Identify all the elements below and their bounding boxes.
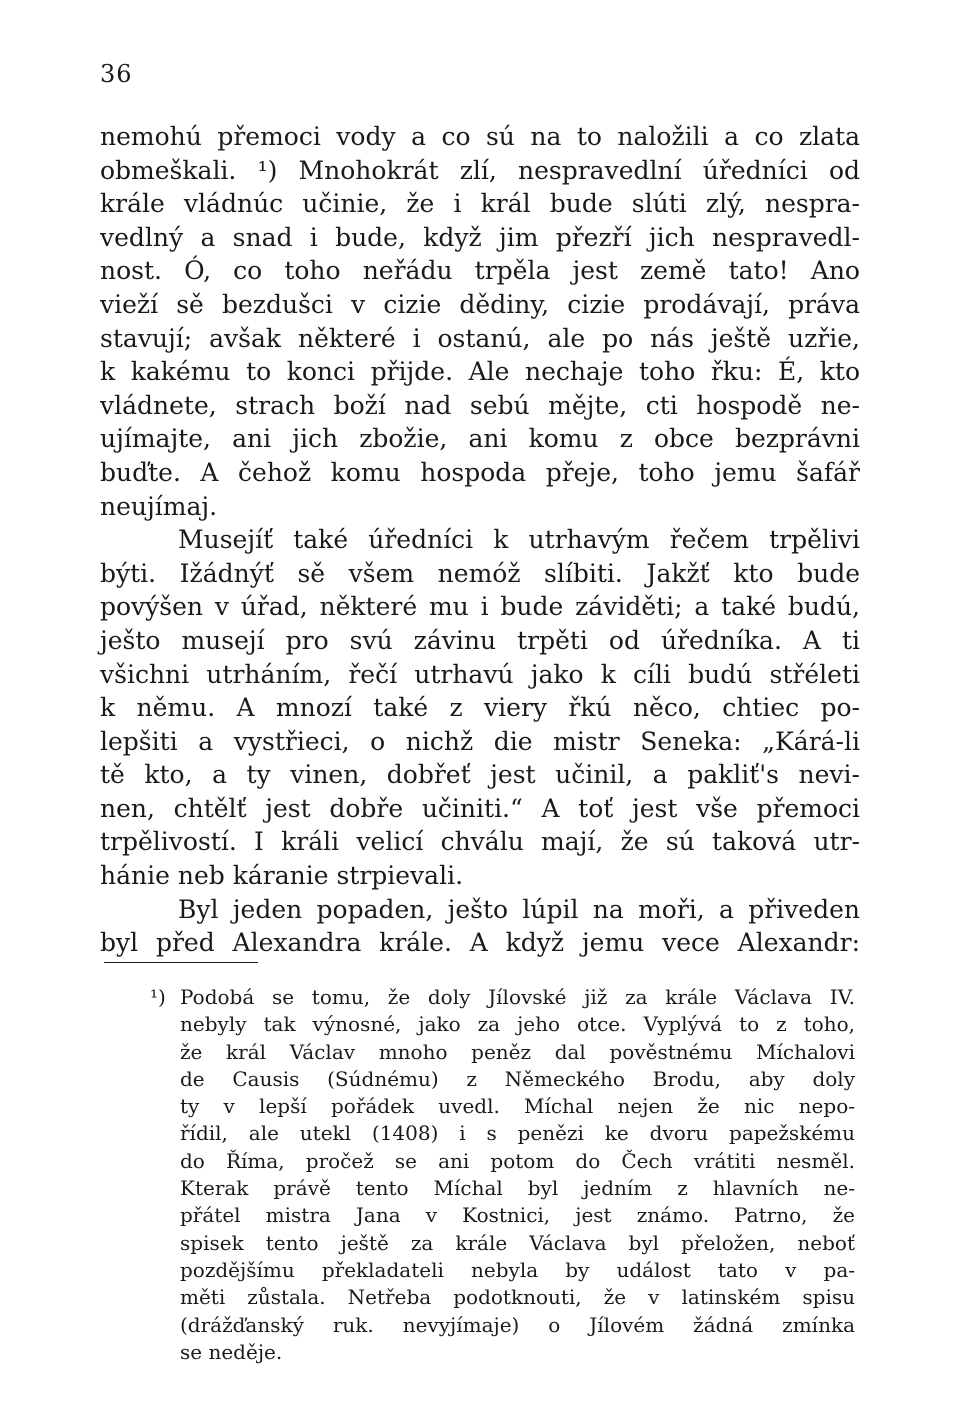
footnote-line: ty v lepší pořádek uvedl. Míchal nejen že nic nepo- (180, 1094, 855, 1119)
text-line: buďte. A čehož komu hospoda přeje, toho jemu šafář (100, 457, 860, 487)
footnote-line: že král Václav mnoho peněz dal pověstnému Míchalovi (180, 1039, 855, 1064)
text-line: nost. Ó, co toho neřádu trpěla jest země tato! Ano (100, 256, 860, 286)
footnote (150, 984, 855, 1366)
text-line: lepšiti a vystřieci, o nichž die mistr Seneka: „Kárá-li (100, 726, 860, 756)
footnote-line: se neděje. (180, 1339, 283, 1364)
text-line: k němu. A mnozí také z viery řkú něco, chtiec po- (100, 693, 860, 723)
text-line: hánie neb káranie strpievali. (100, 861, 464, 891)
footnote-line: do Říma, pročež se ani potom do Čech vrátiti nesměl. (180, 1148, 855, 1173)
text-line: tě kto, a ty vinen, dobřeť jest učinil, a pakliť's nevi- (100, 760, 860, 790)
text-line: vieží sě bezdušci v cizie dědiny, cizie prodávají, práva (100, 289, 860, 319)
text-line: ujímajte, ani jich zbožie, ani komu z obce bezprávni (100, 424, 860, 454)
text-line: obmeškali. ¹) Mnohokrát zlí, nespravedlní úředníci od (100, 155, 860, 185)
footnote-line: nebyly tak výnosné, jako za jeho otce. Vyplývá to z toho, (180, 1012, 855, 1037)
text-line: nen, chtělť jest dobře učiniti.“ A toť jest vše přemoci (100, 793, 860, 823)
text-line: Byl jeden popaden, ješto lúpil na moři, a přiveden (178, 894, 860, 924)
footnote-line: řídil, ale utekl (1408) i s penězi ke dvoru papežskému (180, 1121, 855, 1146)
text-line: Musejíť také úředníci k utrhavým řečem trpělivi (178, 525, 860, 555)
footnote-marker: ¹) (150, 985, 166, 1009)
footnote-line: pozdějšímu překladateli nebyla by událost tato v pa- (180, 1257, 855, 1282)
text-line: povýšen v úřad, některé mu i bude záviděti; a také budú, (100, 592, 860, 622)
text-line: byl před Alexandra krále. A když jemu vece Alexandr: (100, 928, 860, 958)
page-number: 36 (100, 60, 133, 88)
footnote-line: (drážďanský ruk. nevyjímaje) o Jílovém žádná zmínka (180, 1312, 855, 1337)
footnote-line: přátel mistra Jana v Kostnici, jest známo. Patrno, že (180, 1203, 855, 1228)
footnote-line: Kterak právě tento Míchal byl jedním z hlavních ne- (180, 1176, 855, 1201)
text-line: vládnete, strach boží nad sebú mějte, cti hospodě ne- (100, 390, 860, 420)
text-line: neujímaj. (100, 491, 218, 521)
footnote-line: měti zůstala. Netřeba podotknouti, že v latinském spisu (180, 1285, 855, 1310)
footnote-separator (104, 962, 258, 963)
text-line: nemohú přemoci vody a co sú na to naložili a co zlata (100, 122, 860, 151)
text-line: stavují; avšak některé i ostanú, ale po nás ještě uzřie, (100, 323, 860, 353)
text-line: krále vládnúc učinie, že i král bude slúti zlý, nespra- (100, 189, 860, 219)
text-line: k kakému to konci přijde. Ale nechaje toho řku: É, kto (100, 357, 860, 387)
text-line: trpělivostí. I králi velicí chválu mají, že sú taková utr- (100, 827, 860, 857)
footnote-line: de Causis (Súdnému) z Německého Brodu, aby doly (180, 1066, 855, 1091)
text-line: vedlný a snad i bude, když jim přezří jich nespravedl- (100, 222, 860, 252)
text-line: ješto musejí pro svú závinu trpěti od úředníka. A ti (100, 625, 860, 655)
footnote-line-text: Podobá se tomu, že doly Jílovské již za krále Václava IV. (180, 985, 855, 1009)
text-line: všichni utrháním, řečí utrhavú jako k cíli budú střéleti (100, 659, 860, 689)
footnote-line (150, 984, 855, 1011)
footnote-line: spisek tento ještě za krále Václava byl přeložen, neboť (180, 1230, 855, 1255)
main-text (100, 120, 860, 960)
text-line: býti. Ižádnýť sě všem nemóž slíbiti. Jakžť kto bude (100, 558, 860, 588)
